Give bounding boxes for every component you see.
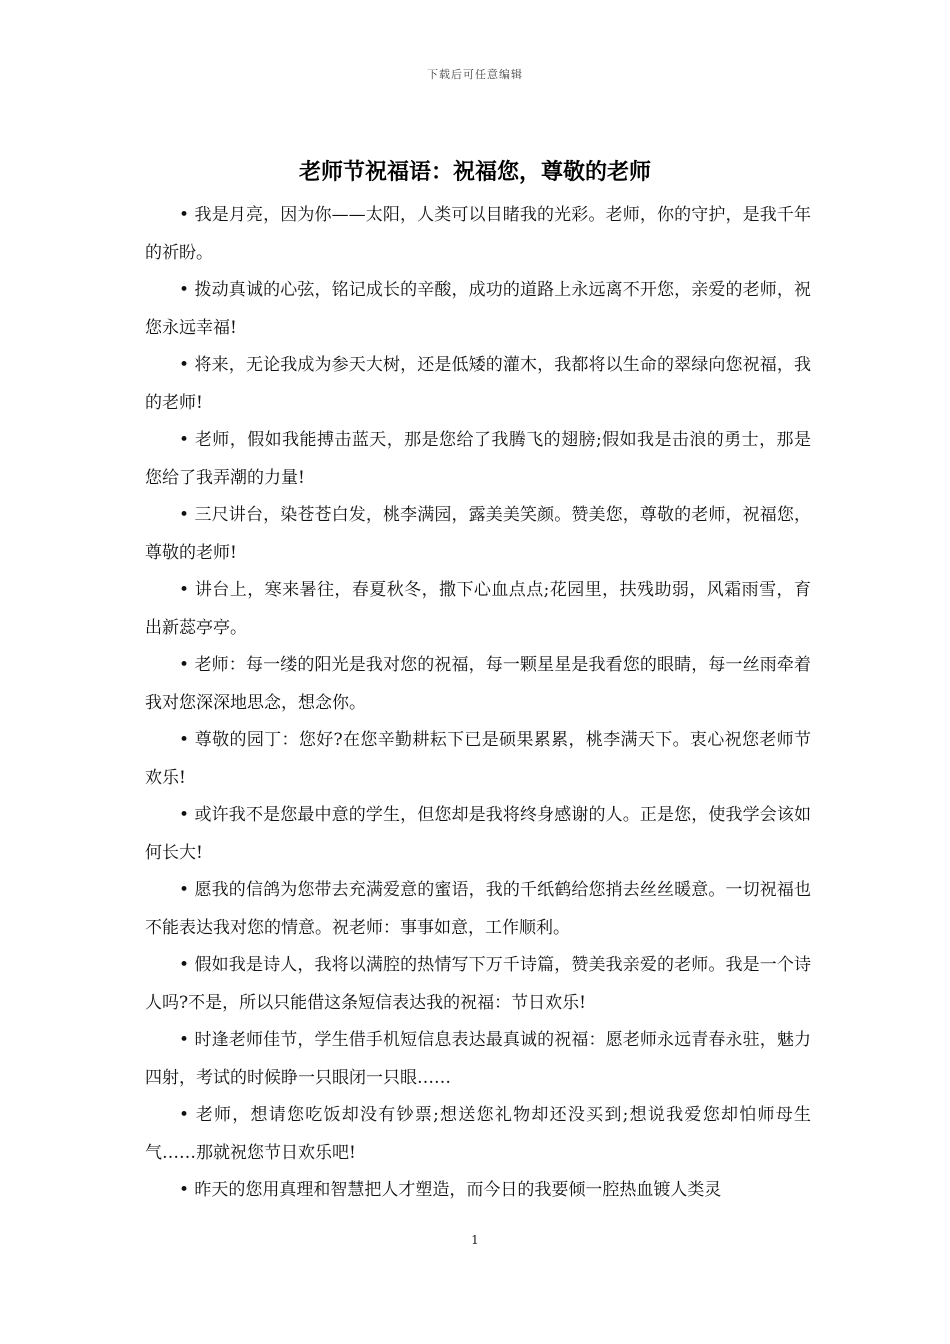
paragraph: • 将来，无论我成为参天大树，还是低矮的灌木，我都将以生命的翠绿向您祝福，我的老师! — [145, 355, 811, 413]
paragraph: • 假如我是诗人，我将以满腔的热情写下万千诗篇，赞美我亲爱的老师。我是一个诗人吗?不是，所以只能借这条短信表达我的祝福：节日欢乐! — [145, 955, 811, 1013]
paragraph: • 我是月亮，因为你——太阳，人类可以目睹我的光彩。老师，你的守护，是我千年的祈盼。 — [145, 205, 811, 263]
paragraph: • 老师，假如我能搏击蓝天，那是您给了我腾飞的翅膀;假如我是击浪的勇士，那是您给了我弄潮的力量! — [145, 430, 811, 488]
paragraph: • 愿我的信鸽为您带去充满爱意的蜜语，我的千纸鹤给您捎去丝丝暖意。一切祝福也不能表达我对您的情意。祝老师：事事如意，工作顺利。 — [145, 880, 811, 938]
paragraph: • 讲台上，寒来暑往，春夏秋冬，撒下心血点点;花园里，扶残助弱，风霜雨雪，育出新蕊亭亭。 — [145, 580, 811, 638]
paragraph: • 老师：每一缕的阳光是我对您的祝福，每一颗星星是我看您的眼睛，每一丝雨牵着我对您深深地思念，想念你。 — [145, 655, 811, 713]
paragraph: • 或许我不是您最中意的学生，但您却是我将终身感谢的人。正是您，使我学会该如何长大! — [145, 805, 811, 863]
page-title: 老师节祝福语：祝福您，尊敬的老师 — [298, 159, 651, 185]
paragraph: • 拨动真诚的心弦，铭记成长的辛酸，成功的道路上永远离不开您，亲爱的老师，祝您永远幸福! — [145, 280, 811, 338]
page-number: 1 — [471, 1233, 479, 1247]
paragraph: • 老师，想请您吃饭却没有钞票;想送您礼物却还没买到;想说我爱您却怕师母生气……那就祝您节日欢乐吧! — [145, 1105, 811, 1163]
page-header: 下载后可任意编辑 — [427, 68, 523, 81]
paragraph: • 尊敬的园丁：您好?在您辛勤耕耘下已是硕果累累，桃李满天下。衷心祝您老师节欢乐! — [145, 730, 811, 788]
paragraph: • 时逢老师佳节，学生借手机短信息表达最真诚的祝福：愿老师永远青春永驻，魅力四射，考试的时候睁一只眼闭一只眼…… — [145, 1030, 811, 1088]
paragraph: • 三尺讲台，染苍苍白发，桃李满园，露美美笑颜。赞美您，尊敬的老师，祝福您，尊敬的老师! — [145, 505, 811, 563]
paragraph: • 昨天的您用真理和智慧把人才塑造，而今日的我要倾一腔热血镀人类灵 — [179, 1180, 722, 1200]
document-body — [145, 197, 811, 1210]
